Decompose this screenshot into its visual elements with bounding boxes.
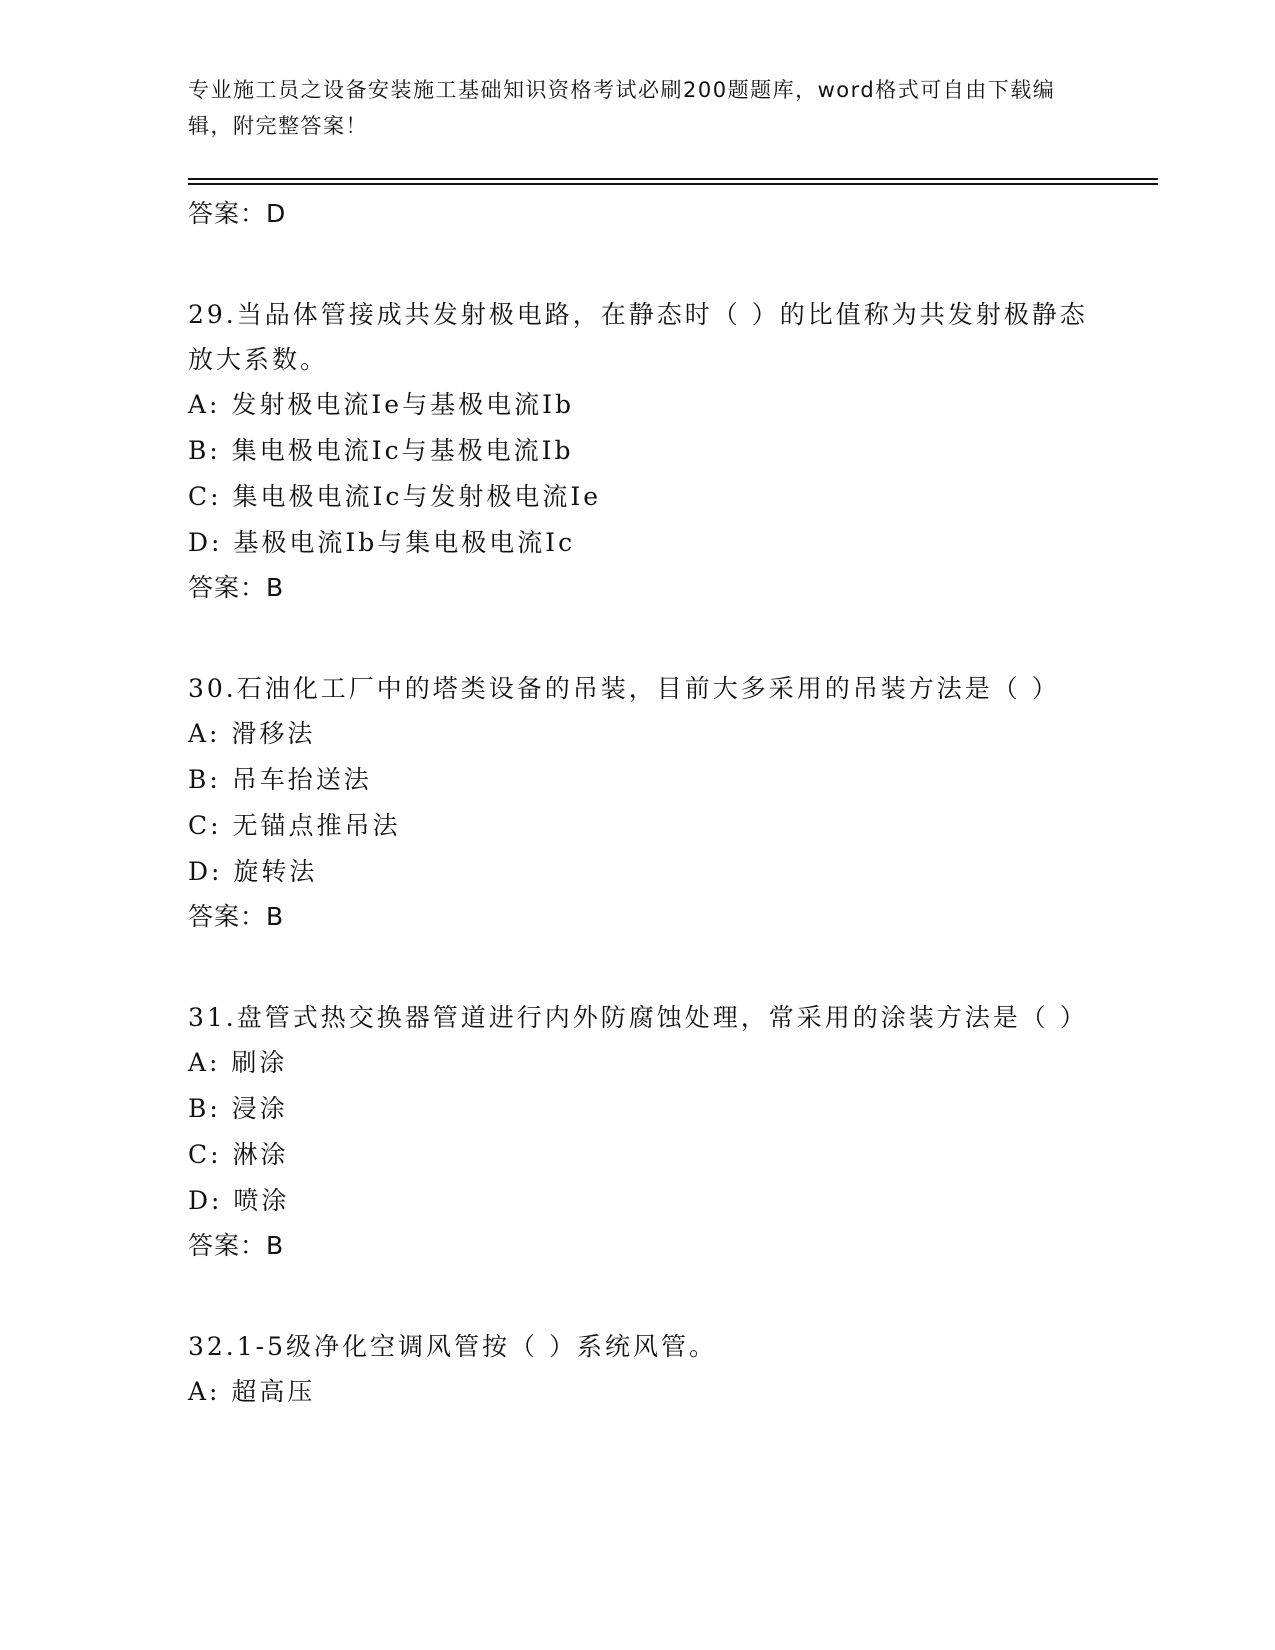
option-b: B: 吊车抬送法 [188, 765, 372, 794]
option-b: B: 浸涂 [188, 1094, 288, 1123]
option-c: C: 集电极电流Ic与发射极电流Ie [188, 482, 602, 511]
question-stem: 30.石油化工厂中的塔类设备的吊装，目前大多采用的吊装方法是（ ） [188, 674, 1060, 703]
option-d: D: 旋转法 [188, 857, 318, 886]
question-list [188, 192, 1088, 1471]
option-b: B: 集电极电流Ic与基极电流Ib [188, 436, 574, 465]
option-a: A: 发射极电流Ie与基极电流Ib [188, 390, 574, 419]
header-rule-top [188, 178, 1158, 180]
header-title: 专业施工员之设备安装施工基础知识资格考试必刷200题题库，word格式可自由下载编辑，附完整答案！ [188, 78, 1056, 138]
question-32 [188, 1324, 1088, 1415]
option-d: D: 基极电流Ib与集电极电流Ic [188, 528, 576, 557]
question-31 [188, 995, 1088, 1268]
question-30 [188, 666, 1088, 939]
answer: 答案：B [188, 1231, 285, 1260]
option-c: C: 淋涂 [188, 1140, 289, 1169]
previous-answer: 答案：D [188, 199, 287, 228]
question-stem: 29.当品体管接成共发射极电路，在静态时（ ）的比值称为共发射极静态放大系数。 [188, 300, 1088, 374]
question-stem: 32.1-5级净化空调风管按（ ）系统风管。 [188, 1332, 717, 1361]
answer: 答案：B [188, 902, 285, 931]
document-header [188, 72, 1088, 144]
option-d: D: 喷涂 [188, 1186, 290, 1215]
option-a: A: 超高压 [188, 1377, 316, 1406]
answer: 答案：B [188, 573, 285, 602]
option-a: A: 刷涂 [188, 1048, 288, 1077]
option-a: A: 滑移法 [188, 719, 316, 748]
option-c: C: 无锚点推吊法 [188, 811, 401, 840]
question-stem: 31.盘管式热交换器管道进行内外防腐蚀处理，常采用的涂装方法是（ ） [188, 1003, 1088, 1032]
question-29 [188, 292, 1088, 610]
header-rule-bottom [188, 183, 1158, 185]
